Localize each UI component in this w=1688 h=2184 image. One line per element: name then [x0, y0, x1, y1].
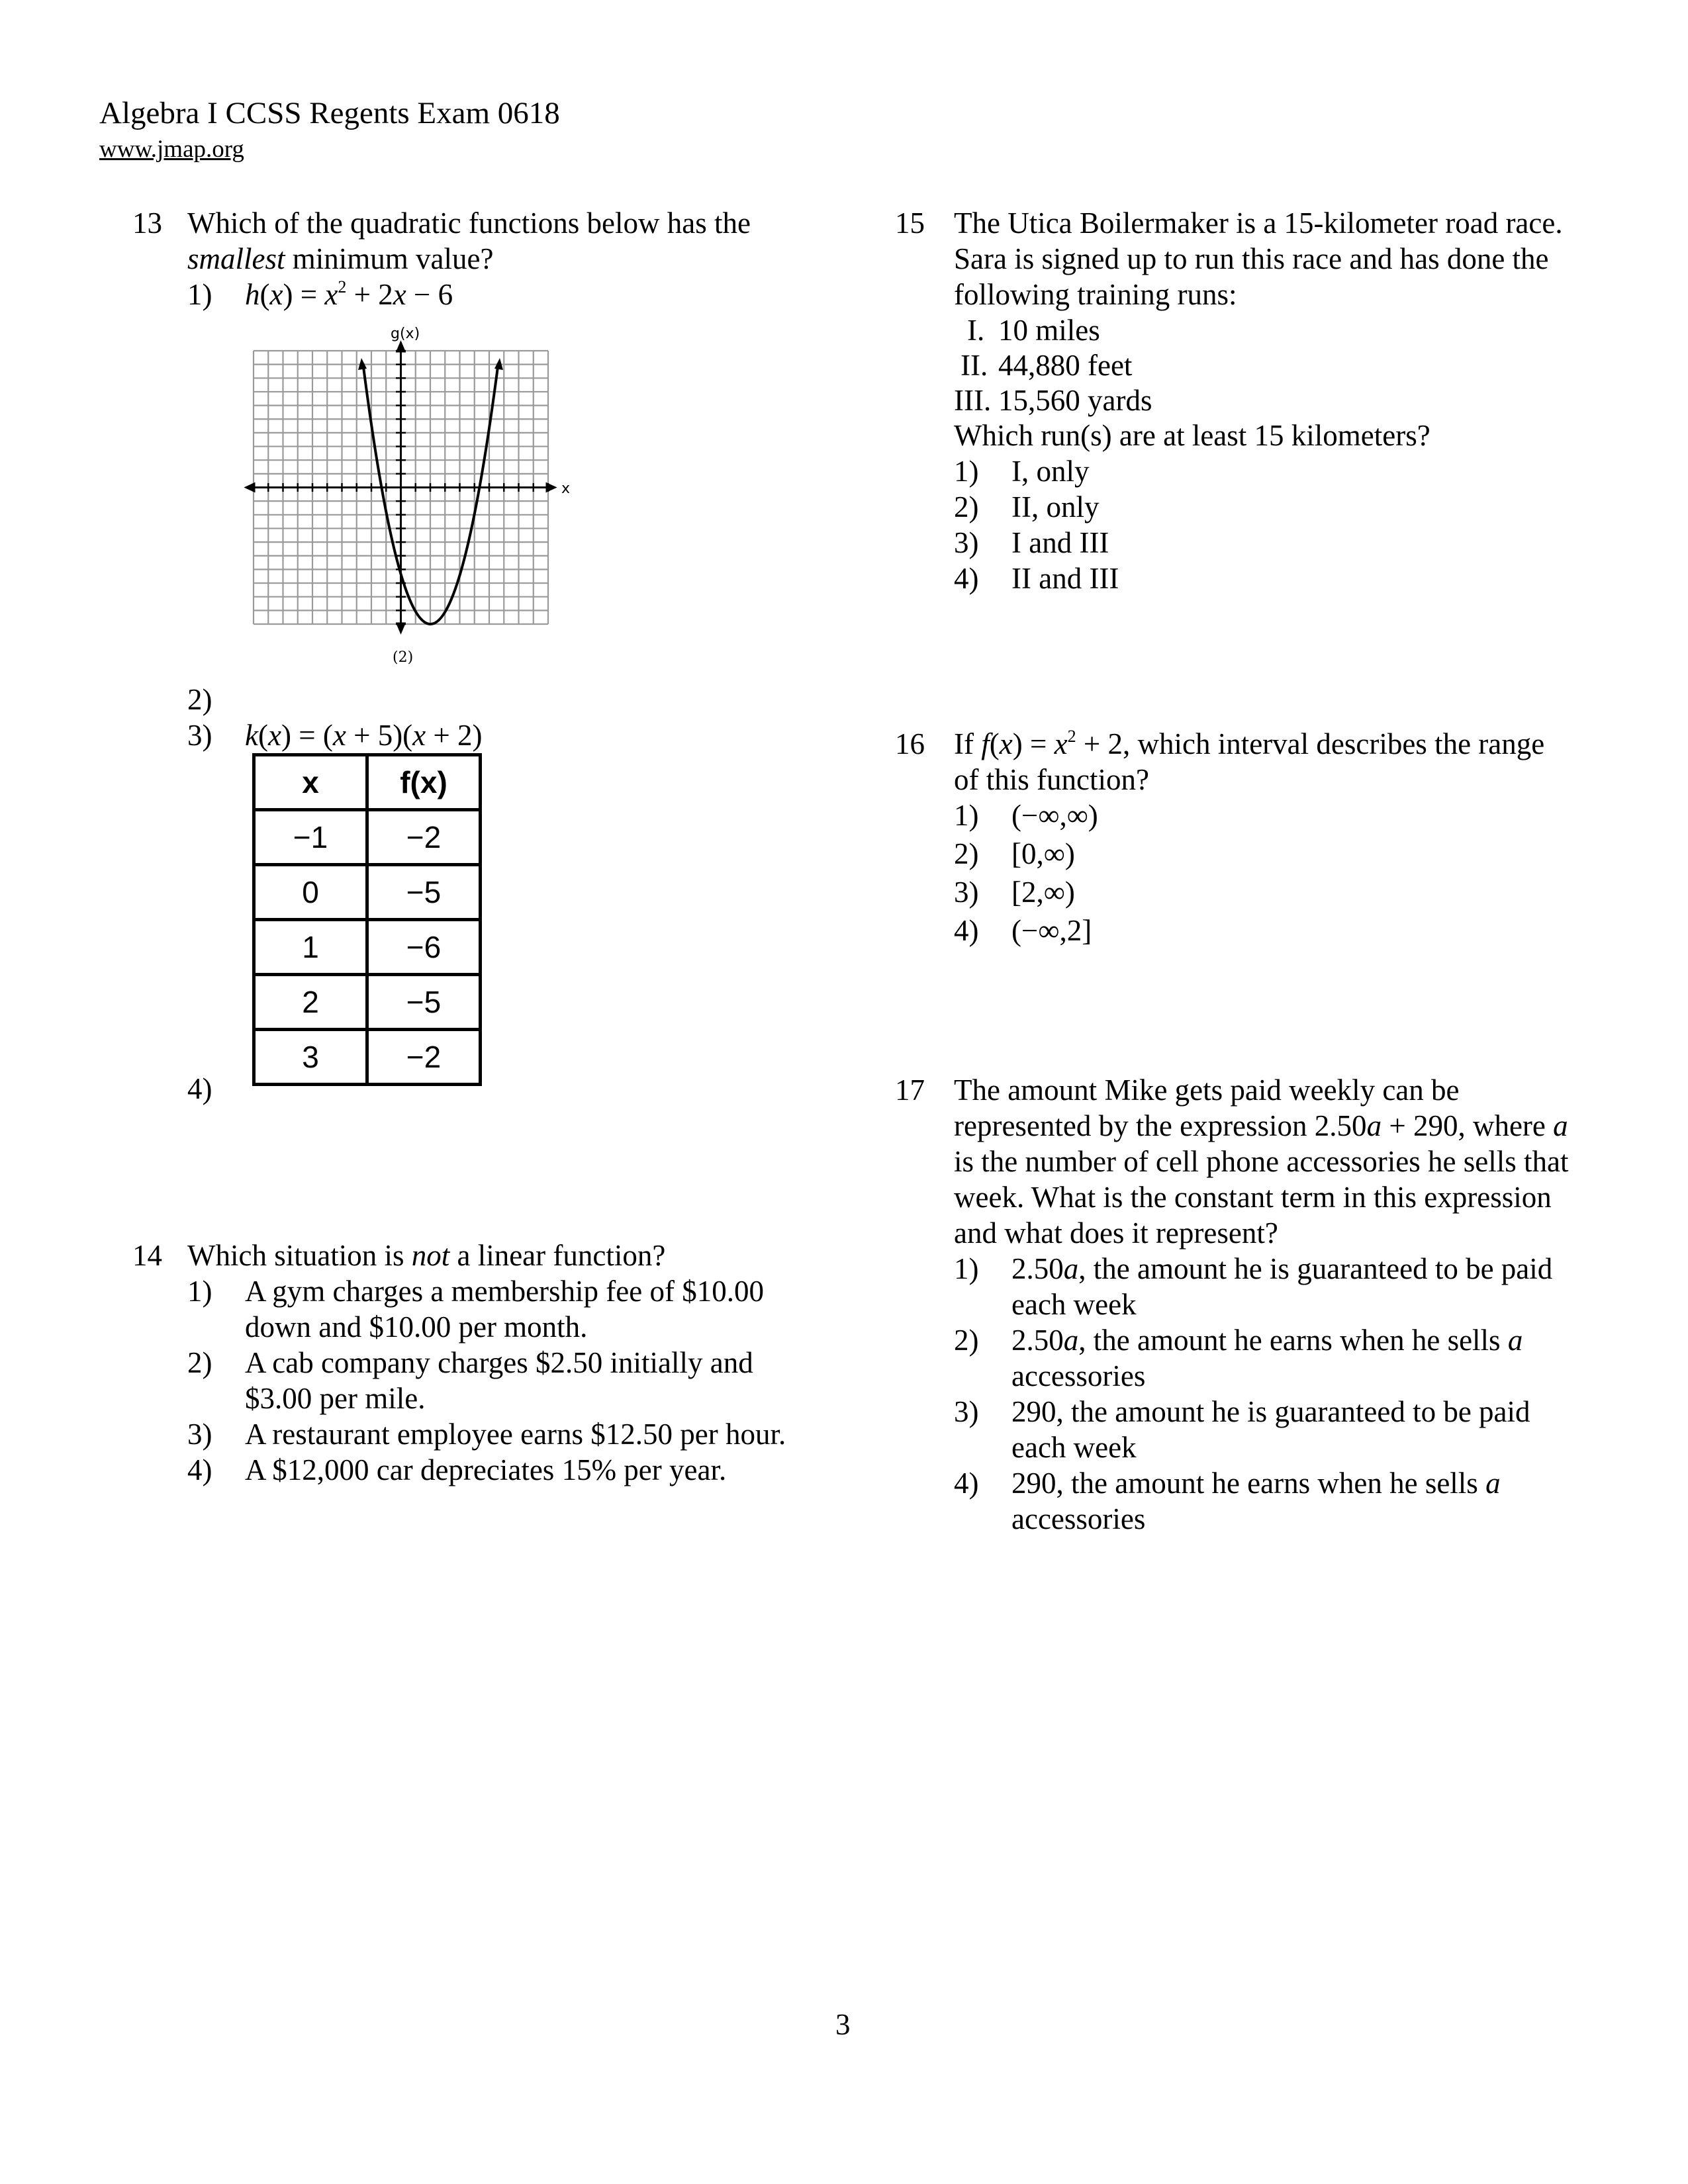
- graph-caption: (2): [393, 649, 414, 666]
- option-text: $3.00 per mile.: [245, 1382, 426, 1415]
- table-cell: −6: [367, 920, 481, 975]
- option-label: 3): [187, 1418, 212, 1451]
- table-row: [254, 810, 481, 865]
- axes: [246, 343, 555, 632]
- option-1-h-function: $h(x) = x^2 + 2x - 6$: [245, 277, 453, 311]
- option-text: 290, the amount he is guaranteed to be paid: [1011, 1395, 1530, 1428]
- option-text: I and III: [1011, 526, 1109, 559]
- question-stem: If $f(x) = x^2 + 2$, which interval describes the range: [954, 727, 1545, 760]
- option-label: 1): [187, 1275, 212, 1308]
- website-link[interactable]: www.jmap.org: [99, 136, 244, 163]
- run-text: 44,880 feet: [998, 349, 1133, 382]
- question-stem-line2: smallest minimum value?: [187, 242, 494, 275]
- option-text: A cab company charges $2.50 initially and: [245, 1346, 753, 1379]
- question-number: 13: [132, 206, 162, 240]
- table-cell: −2: [367, 1030, 481, 1085]
- question-prompt: Which run(s) are at least 15 kilometers?: [954, 419, 1430, 452]
- option-label: 3): [187, 719, 212, 752]
- run-numeral: III.: [954, 384, 992, 417]
- option-label: 4): [954, 562, 979, 595]
- x-axis-label: x: [561, 480, 571, 497]
- table-cell: 2: [254, 975, 367, 1030]
- question-stem: The Utica Boilermaker is a 15-kilometer road race.: [954, 206, 1563, 240]
- table-cell: −1: [254, 810, 367, 865]
- run-numeral: I.: [967, 314, 985, 347]
- question-stem: represented by the expression 2.50a + 290, where a: [954, 1109, 1568, 1142]
- option-label: 2): [187, 683, 212, 716]
- option-label: 1): [954, 799, 979, 832]
- option-text: 290, the amount he earns when he sells a: [1011, 1467, 1501, 1500]
- emphasis-smallest: smallest: [187, 242, 285, 275]
- option-text: I, only: [1011, 455, 1090, 488]
- table-row: [254, 865, 481, 920]
- table-header-fx: f(x): [367, 755, 481, 810]
- table-row: [254, 1030, 481, 1085]
- option-label: 2): [954, 1324, 979, 1357]
- emphasis-not: not: [411, 1239, 450, 1272]
- f-function-table: [252, 753, 482, 1086]
- option-text: A gym charges a membership fee of $10.00: [245, 1275, 764, 1308]
- option-text: 2.50a, the amount he is guaranteed to be paid: [1011, 1252, 1553, 1285]
- question-stem: following training runs:: [954, 278, 1237, 311]
- option-3-k-function: k(x) = (x + 5)(x + 2): [245, 719, 483, 752]
- question-stem: Which of the quadratic functions below has the: [187, 206, 751, 240]
- option-text: (−∞,2]: [1011, 914, 1092, 947]
- question-stem: Sara is signed up to run this race and has done the: [954, 242, 1549, 275]
- option-text: 2.50a, the amount he earns when he sells a: [1011, 1324, 1523, 1357]
- option-text: accessories: [1011, 1502, 1146, 1535]
- option-text: (−∞,∞): [1011, 799, 1098, 832]
- option-text: each week: [1011, 1288, 1137, 1321]
- option-label: 3): [954, 1395, 979, 1428]
- question-stem: is the number of cell phone accessories he sells that: [954, 1145, 1569, 1178]
- option-label: 1): [187, 278, 212, 311]
- option-text: each week: [1011, 1431, 1137, 1464]
- option-text: A restaurant employee earns $12.50 per hour.: [245, 1418, 786, 1451]
- question-stem: and what does it represent?: [954, 1216, 1278, 1250]
- run-text: 15,560 yards: [998, 384, 1152, 417]
- table-cell: −5: [367, 865, 481, 920]
- question-number: 14: [132, 1239, 162, 1272]
- page-number: 3: [835, 2008, 851, 2041]
- option-label: 1): [954, 455, 979, 488]
- option-text: A $12,000 car depreciates 15% per year.: [245, 1453, 727, 1486]
- option-label: 4): [187, 1453, 212, 1486]
- option-label: 4): [187, 1072, 212, 1105]
- question-number: 17: [895, 1073, 925, 1107]
- option-text: [2,∞): [1011, 876, 1075, 909]
- table-cell: −5: [367, 975, 481, 1030]
- table-header-x: x: [254, 755, 367, 810]
- run-text: 10 miles: [998, 314, 1100, 347]
- option-label: 4): [954, 914, 979, 947]
- option-text: II and III: [1011, 562, 1119, 595]
- option-text: accessories: [1011, 1359, 1146, 1392]
- option-label: 2): [187, 1346, 212, 1379]
- run-numeral: II.: [961, 349, 988, 382]
- option-label: 3): [954, 526, 979, 559]
- exam-title: Algebra I CCSS Regents Exam 0618: [99, 96, 560, 130]
- option-text: II, only: [1011, 490, 1100, 523]
- table-cell: −2: [367, 810, 481, 865]
- question-stem: The amount Mike gets paid weekly can be: [954, 1073, 1460, 1107]
- parabola-graph: [238, 314, 609, 711]
- option-label: 3): [954, 876, 979, 909]
- question-number: 16: [895, 727, 925, 760]
- option-label: 2): [954, 490, 979, 523]
- table-header-row: [254, 755, 481, 810]
- option-label: 1): [954, 1252, 979, 1285]
- table-row: [254, 920, 481, 975]
- table-cell: 3: [254, 1030, 367, 1085]
- option-text: down and $10.00 per month.: [245, 1310, 588, 1343]
- option-label: 4): [954, 1467, 979, 1500]
- question-stem: of this function?: [954, 763, 1149, 796]
- table-cell: 0: [254, 865, 367, 920]
- table-row: [254, 975, 481, 1030]
- table-cell: 1: [254, 920, 367, 975]
- question-stem: Which situation is not a linear function?: [187, 1239, 666, 1272]
- question-number: 15: [895, 206, 925, 240]
- y-axis-label: g(x): [391, 326, 420, 342]
- question-stem: week. What is the constant term in this expression: [954, 1181, 1552, 1214]
- option-text: [0,∞): [1011, 837, 1075, 870]
- option-label: 2): [954, 837, 979, 870]
